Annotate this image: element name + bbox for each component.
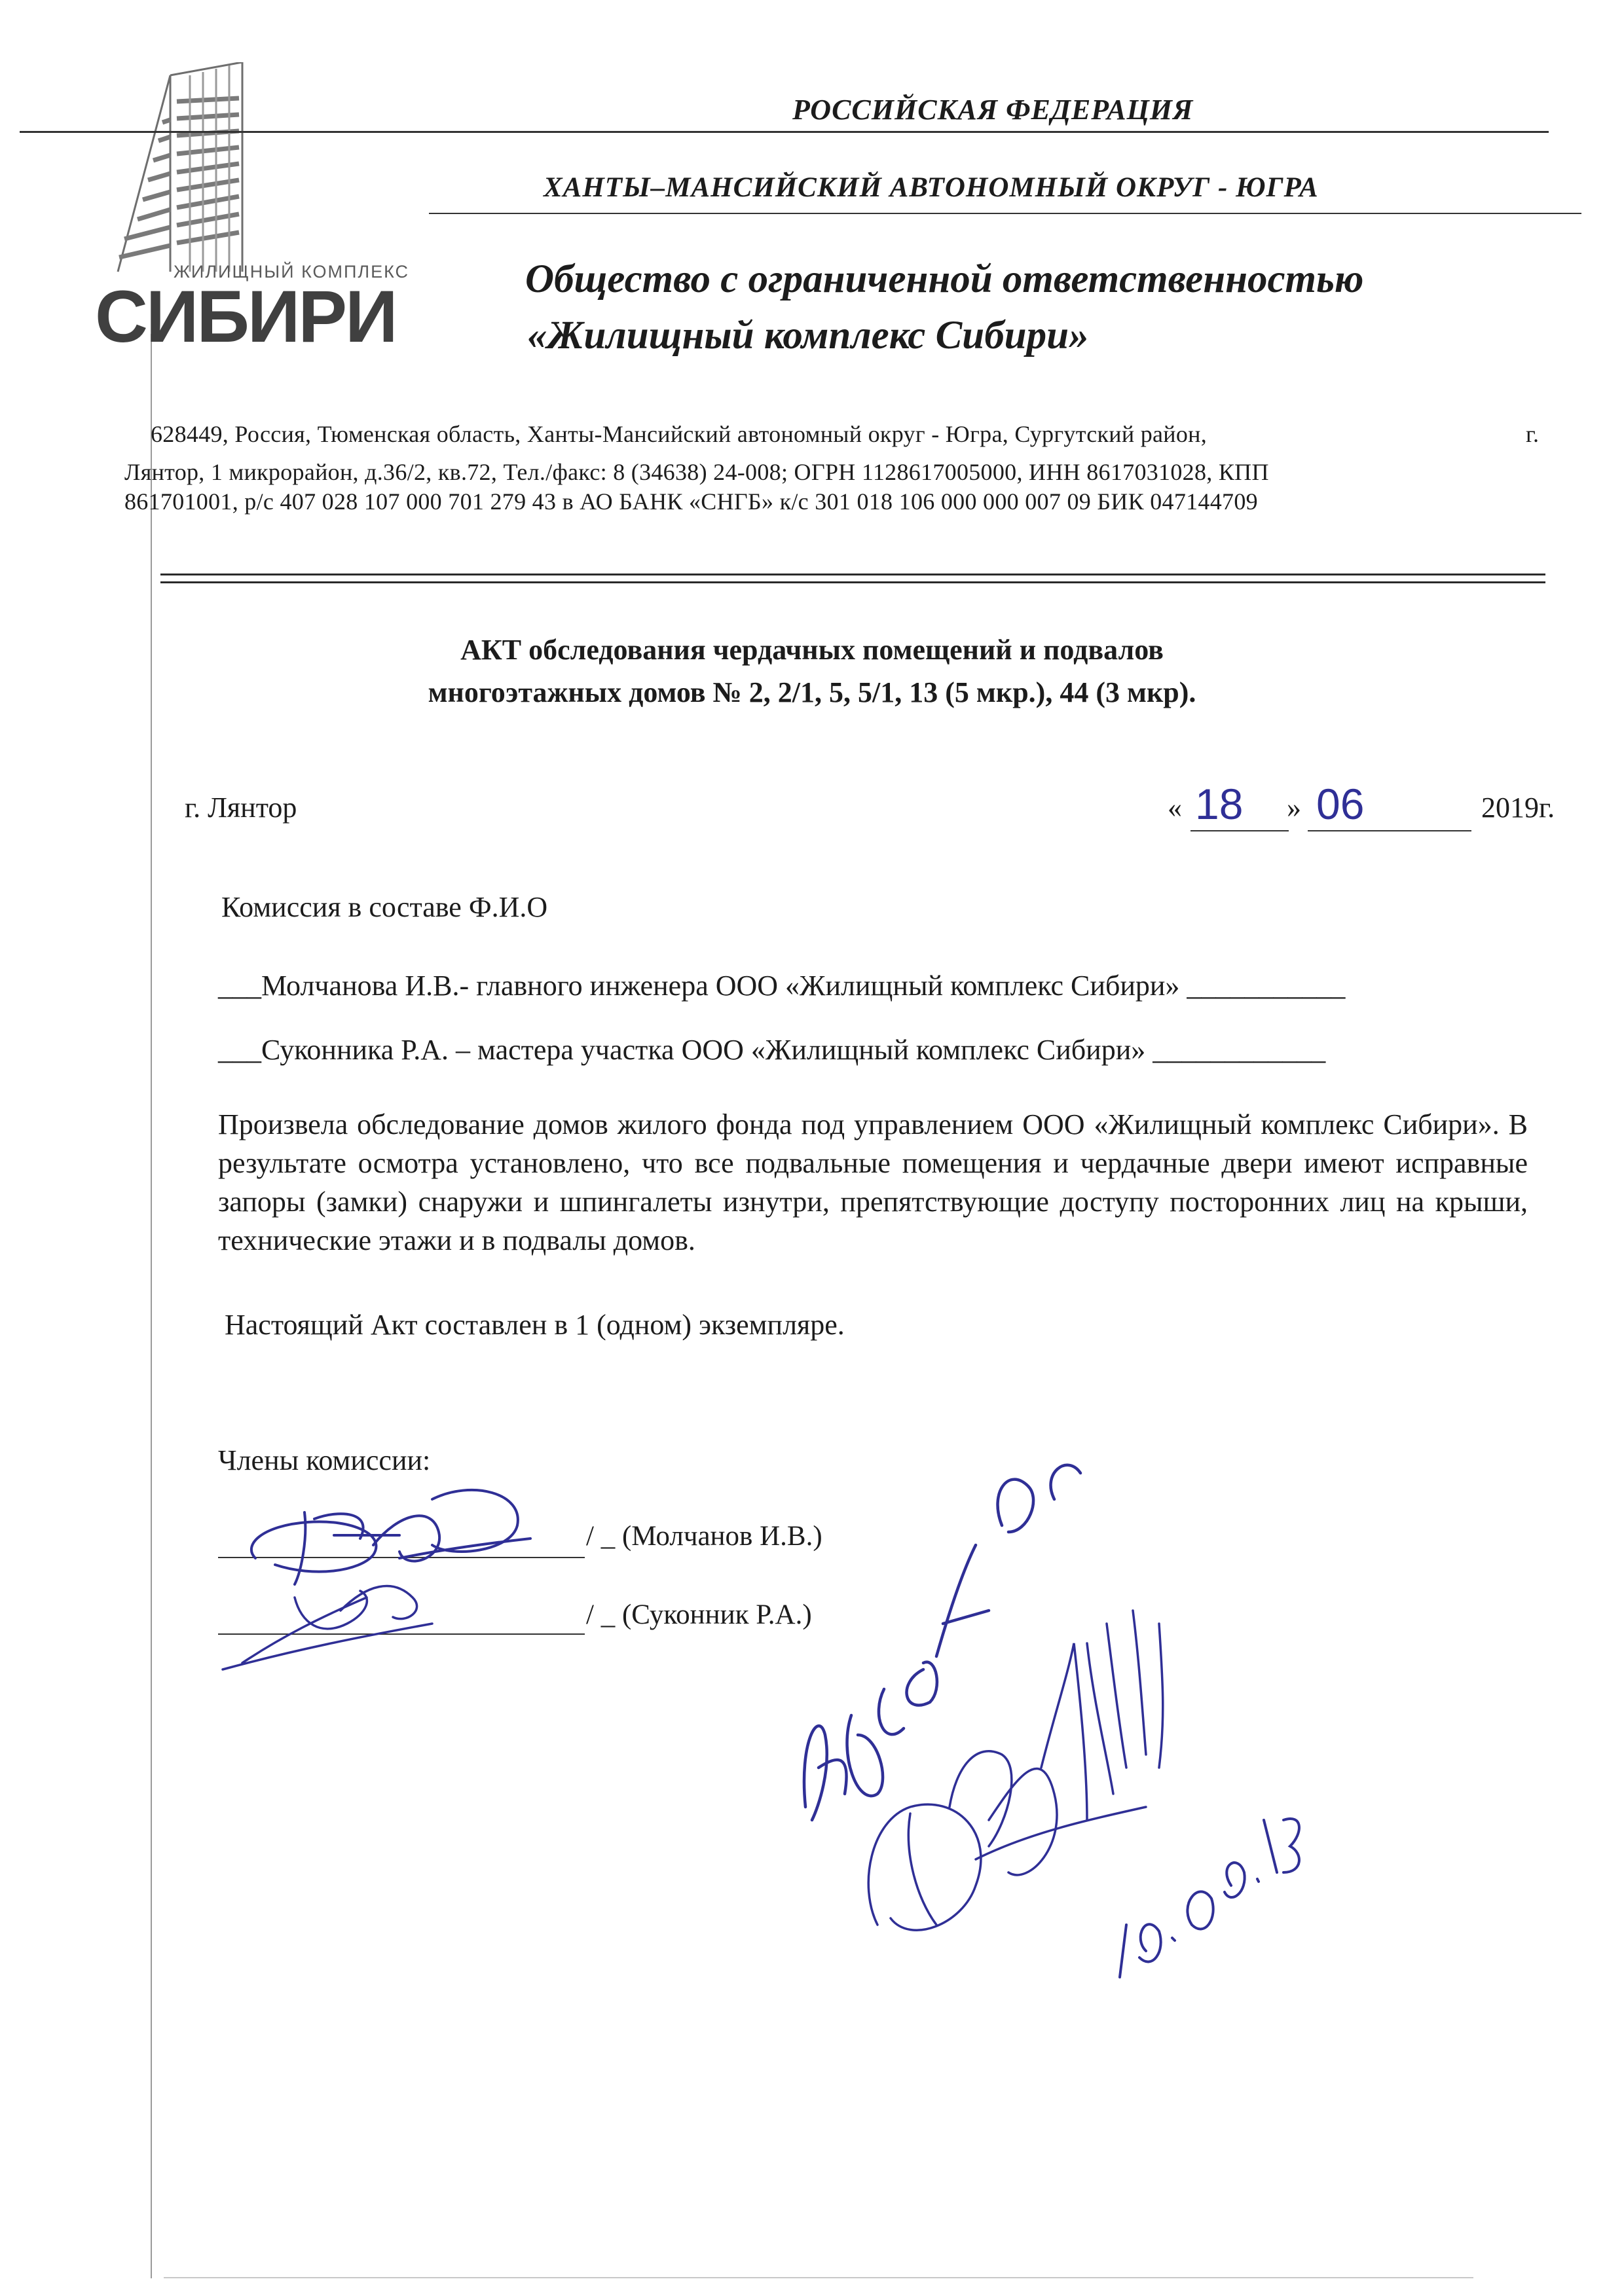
document-title-line2: многоэтажных домов № 2, 2/1, 5, 5/1, 13 (5 мкр.), 44 (3 мкр). [428, 676, 1196, 708]
signatures-heading: Члены комиссии: [218, 1444, 431, 1476]
date-open-quote: « [1168, 792, 1182, 824]
address-city-prefix: г. [1526, 421, 1540, 447]
country-heading: РОССИЙСКАЯ ФЕДЕРАЦИЯ [792, 94, 1194, 126]
page-bottom-line [164, 2277, 1473, 2278]
copies-statement: Настоящий Акт составлен в 1 (одном) экземпляре. [225, 1309, 845, 1341]
document-title-line1: АКТ обследования чердачных помещений и подвалов [460, 634, 1164, 666]
header-rule-top [20, 131, 1549, 133]
org-name-line2: «Жилищный комплекс Сибири» [527, 314, 1089, 357]
commission-intro: Комиссия в составе Ф.И.О [221, 891, 548, 923]
date-day-underline [1190, 830, 1289, 831]
commission-member-1: ___Молчанова И.В.- главного инженера ООО «Жилищный комплекс Сибири» ___________ [218, 970, 1346, 1002]
signature-label-2: / _ (Суконник Р.А.) [586, 1599, 812, 1630]
address-line-2: Лянтор, 1 микрорайон, д.36/2, кв.72, Тел./факс: 8 (34638) 24-008; ОГРН 1128617005000, ИНН 8617031028, КПП [124, 459, 1269, 485]
address-line-3: 861701001, р/с 407 028 107 000 701 279 43 в АО БАНК «СНГБ» к/с 301 018 106 000 000 007 09 БИК 047144709 [124, 488, 1258, 515]
logo-caption: ЖИЛИЩНЫЙ КОМПЛЕКС [174, 262, 410, 282]
header-rule-region [429, 213, 1581, 214]
date-month: 06 [1316, 780, 1365, 828]
logo-wordmark: СИБИРИ [95, 276, 396, 357]
org-name-line1: Общество с ограниченной ответственностью [525, 257, 1364, 301]
document-place: г. Лянтор [185, 792, 297, 824]
handwritten-approval [779, 1427, 1303, 1997]
scan-margin-line [151, 334, 152, 2278]
date-year: 2019г. [1481, 792, 1555, 824]
header-double-rule-2 [160, 581, 1545, 583]
signature-label-1: / _ (Молчанов И.В.) [586, 1521, 822, 1552]
date-day: 18 [1195, 780, 1244, 828]
region-heading: ХАНТЫ–МАНСИЙСКИЙ АВТОНОМНЫЙ ОКРУГ - ЮГРА [544, 172, 1319, 203]
header-double-rule-1 [160, 574, 1545, 575]
date-month-underline [1308, 830, 1471, 831]
address-line-1: 628449, Россия, Тюменская область, Ханты-Мансийский автономный округ - Югра, Сургутский район, [151, 421, 1208, 447]
date-close-quote: » [1287, 792, 1301, 824]
handwritten-signature-2 [216, 1558, 491, 1676]
commission-member-2: ___Суконника Р.А. – мастера участка ООО «Жилищный комплекс Сибири» ____________ [218, 1034, 1326, 1066]
inspection-paragraph: Произвела обследование домов жилого фонда под управлением ООО «Жилищный комплекс Сибири». В результате осмотра установлено, что все подвальные помещения и чердачные двери имеют исправные запоры (замки) снаружи и шпингалеты изнутри, препятствующие доступу посторонних лиц на крыши, технические этажи и в подвалы домов. [218, 1108, 1528, 1256]
